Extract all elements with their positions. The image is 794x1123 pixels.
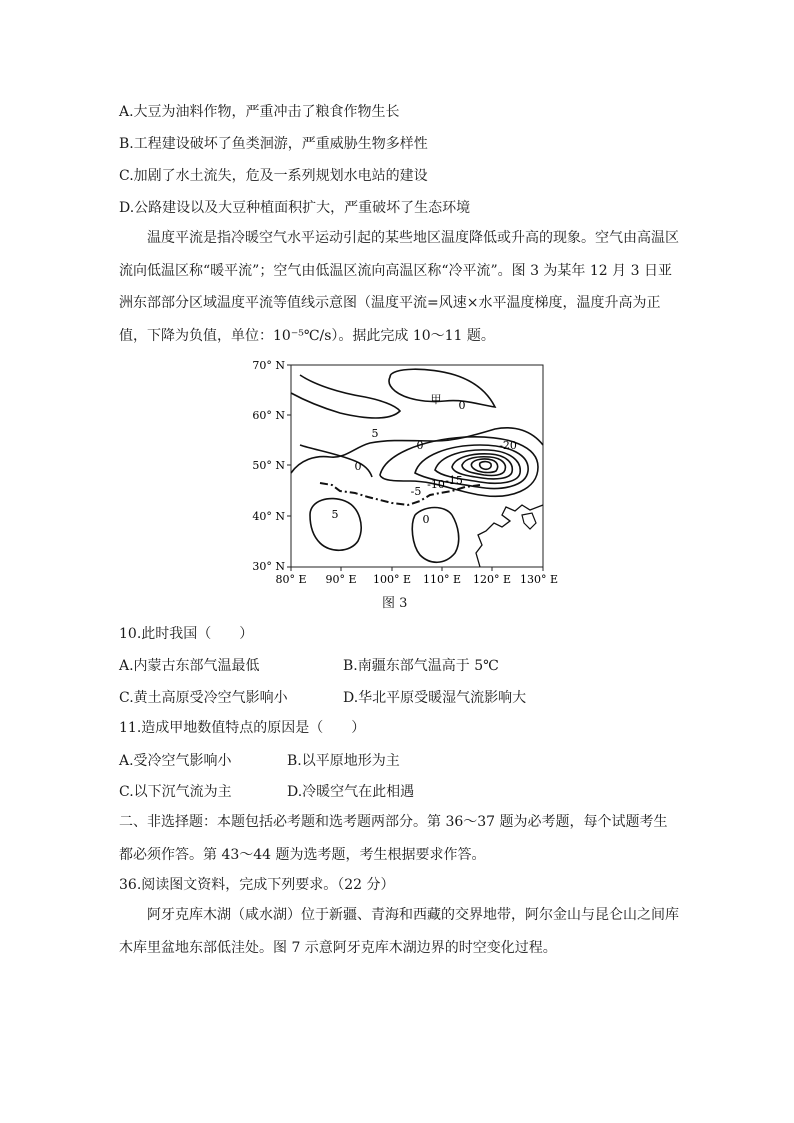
lat-label: 30° N [252,560,285,573]
contour-label: -20 [499,439,517,452]
contour-label: 5 [331,508,339,521]
q11-option-d: D.冷暖空气在此相遇 [287,784,415,800]
contour-label: -5 [410,485,422,498]
contour-label: -10 [427,478,445,491]
q10-option-c: C.黄土高原受冷空气影响小 [119,690,288,706]
figure-3 [240,355,560,615]
lon-label: 80° E [275,573,307,586]
intro-paragraph: 温度平流是指冷暖空气水平运动引起的某些地区温度降低或升高的现象。空气由高温区流向低温区称“暖平流”；空气由低温区流向高温区称“冷平流”。图 3 为某年 12 月 3 日亚洲东部部分区域温度平流等值线示意图（温度平流=风速×水平温度梯度，温度升高为正值，下降为负值，单位：10⁻⁵℃/s）。据此完成 10～11 题。 [119,230,679,344]
lat-label: 60° N [252,409,285,422]
contour-label: 0 [416,439,424,452]
lon-label: 130° E [519,573,559,586]
section2-instructions: 二、非选择题：本题包括必考题和选考题两部分。第 36～37 题为必考题，每个试题考生都必须作答。第 43～44 题为选考题，考生根据要求作答。 [119,814,668,863]
lon-label: 120° E [472,573,512,586]
lat-label: 40° N [252,510,285,523]
contour-label: 0 [422,513,430,526]
figure-caption: 图 3 [382,596,408,611]
q10-option-b: B.南疆东部气温高于 5℃ [343,658,499,674]
peninsula [522,513,536,529]
contour-label: -15 [445,474,463,487]
lat-label: 70° N [252,359,285,372]
contour-lines [291,369,543,562]
q11-option-c: C.以下沉气流为主 [119,784,232,800]
q9-option-a: A.大豆为油料作物，严重冲击了粮食作物生长 [119,104,400,120]
q11-option-b: B.以平原地形为主 [287,753,400,769]
lat-label: 50° N [252,459,285,472]
contour-label: 0 [354,460,362,473]
q10-option-d: D.华北平原受暖湿气流影响大 [343,690,527,706]
q36-stem: 36.阅读图文资料，完成下列要求。（22 分） [119,877,395,893]
q36-paragraph: 阿牙克库木湖（咸水湖）位于新疆、青海和西藏的交界地带，阿尔金山与昆仑山之间库木库里盆地东部低洼处。图 7 示意阿牙克库木湖边界的时空变化过程。 [119,907,679,956]
lon-label: 110° E [422,573,462,586]
q9-option-b: B.工程建设破坏了鱼类洄游，严重威胁生物多样性 [119,136,428,152]
q11-stem: 11.造成甲地数值特点的原因是（ ） [119,720,366,736]
lon-label: 100° E [372,573,412,586]
q10-stem: 10.此时我国（ ） [119,626,254,642]
contour-label: 0 [458,399,466,412]
lon-label: 90° E [325,573,357,586]
q9-option-c: C.加剧了水土流失，危及一系列规划水电站的建设 [119,168,428,184]
q11-option-a: A.受冷空气影响小 [119,753,232,769]
q10-option-a: A.内蒙古东部气温最低 [119,658,260,674]
q9-option-d: D.公路建设以及大豆种植面积扩大，严重破坏了生态环境 [119,200,471,216]
contour-label: 5 [371,427,379,440]
label-jia: 甲 [430,393,442,406]
